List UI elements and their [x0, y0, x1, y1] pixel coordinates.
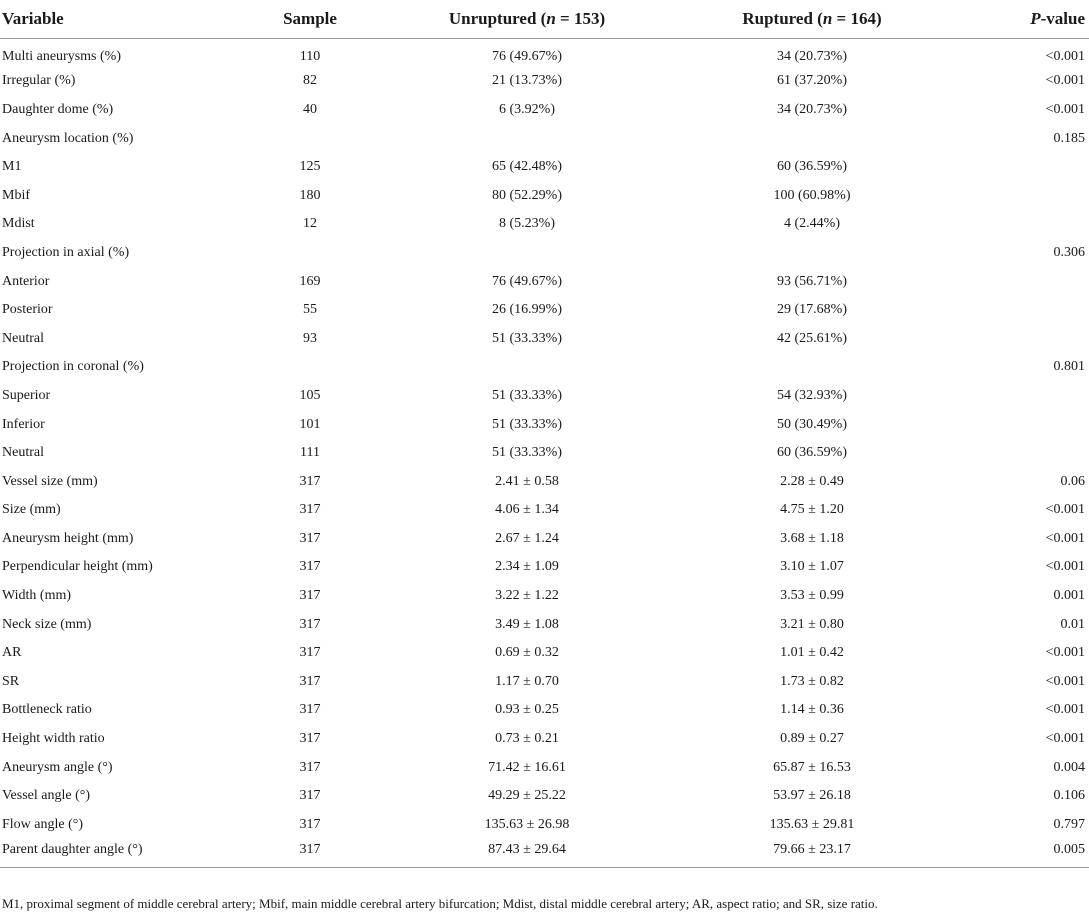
- cell-unruptured: 65 (42.48%): [492, 159, 562, 175]
- cell-sample: 317: [299, 759, 321, 775]
- header-variable: Variable: [0, 0, 240, 39]
- header-unruptured-suffix: = 153): [555, 9, 606, 28]
- cell-sample: 317: [299, 530, 321, 546]
- table-row: [0, 782, 1089, 811]
- cell-variable: Height width ratio: [2, 731, 105, 747]
- cell-p-value: <0.001: [1045, 502, 1085, 518]
- cell-p-value: <0.001: [1045, 73, 1085, 89]
- cell-ruptured: 4.75 ± 1.20: [780, 502, 844, 518]
- table-row: [0, 753, 1089, 782]
- cell-ruptured: 34 (20.73%): [777, 49, 847, 65]
- cell-variable: SR: [2, 673, 20, 689]
- cell-sample: 55: [303, 302, 317, 318]
- cell-variable: Projection in axial (%): [2, 244, 130, 260]
- cell-p-value: <0.001: [1045, 49, 1085, 65]
- cell-sample: 317: [299, 816, 321, 832]
- cell-unruptured: 2.41 ± 0.58: [495, 473, 559, 489]
- cell-ruptured: 3.10 ± 1.07: [780, 559, 844, 575]
- header-unruptured: [380, 0, 674, 39]
- cell-variable: Aneurysm angle (°): [2, 759, 113, 775]
- cell-sample: 317: [299, 588, 321, 604]
- cell-ruptured: 3.21 ± 0.80: [780, 616, 844, 632]
- cell-ruptured: 61 (37.20%): [777, 73, 847, 89]
- cell-sample: 317: [299, 502, 321, 518]
- cell-ruptured: 0.89 ± 0.27: [780, 731, 844, 747]
- table-row: [0, 382, 1089, 411]
- cell-ruptured: 79.66 ± 23.17: [674, 839, 950, 868]
- cell-p-value: <0.001: [1045, 673, 1085, 689]
- cell-p-value: 0.005: [950, 839, 1089, 868]
- cell-unruptured: 80 (52.29%): [492, 187, 562, 203]
- cell-unruptured: 0.69 ± 0.32: [495, 645, 559, 661]
- cell-sample: 317: [299, 559, 321, 575]
- cell-ruptured: 53.97 ± 26.18: [773, 788, 851, 804]
- cell-p-value: [950, 324, 1089, 353]
- cell-ruptured: 34 (20.73%): [777, 101, 847, 117]
- cell-variable: Neutral: [2, 445, 44, 461]
- cell-variable: Daughter dome (%): [2, 101, 114, 117]
- cell-sample: 110: [299, 49, 321, 65]
- table-body: [0, 39, 1089, 868]
- cell-unruptured: 2.67 ± 1.24: [495, 530, 559, 546]
- cell-sample: [240, 353, 380, 382]
- cell-variable: Aneurysm height (mm): [2, 530, 134, 546]
- cell-variable: AR: [2, 645, 22, 661]
- cell-p-value: [950, 181, 1089, 210]
- cell-unruptured: [380, 353, 674, 382]
- cell-p-value: 0.01: [1060, 616, 1085, 632]
- cell-ruptured: 60 (36.59%): [777, 159, 847, 175]
- cell-ruptured: 50 (30.49%): [777, 416, 847, 432]
- cell-variable: Neck size (mm): [2, 616, 92, 632]
- cell-unruptured: 51 (33.33%): [492, 330, 562, 346]
- cell-p-value: [950, 267, 1089, 296]
- cell-unruptured: 51 (33.33%): [492, 416, 562, 432]
- cell-sample: 12: [303, 216, 317, 232]
- cell-sample: [240, 124, 380, 153]
- table-row: [0, 811, 1089, 840]
- cell-variable: Perpendicular height (mm): [2, 559, 153, 575]
- cell-p-value: 0.185: [1053, 130, 1085, 146]
- header-p-italic: P: [1030, 9, 1041, 28]
- header-p-rest: -value: [1040, 9, 1085, 28]
- table-row: [0, 639, 1089, 668]
- cell-variable: Posterior: [2, 302, 53, 318]
- cell-p-value: [950, 210, 1089, 239]
- table-row: [0, 582, 1089, 611]
- cell-p-value: 0.106: [1053, 788, 1085, 804]
- table-row: [0, 553, 1089, 582]
- cell-variable: Bottleneck ratio: [2, 702, 92, 718]
- cell-p-value: <0.001: [1045, 559, 1085, 575]
- table-row: [0, 410, 1089, 439]
- cell-sample: 82: [303, 73, 317, 89]
- table-row: [0, 439, 1089, 468]
- cell-unruptured: 76 (49.67%): [492, 49, 562, 65]
- cell-unruptured: 0.93 ± 0.25: [495, 702, 559, 718]
- cell-p-value: 0.306: [1053, 244, 1085, 260]
- cell-p-value: 0.004: [1053, 759, 1085, 775]
- table-row: [0, 610, 1089, 639]
- table-row: [0, 668, 1089, 697]
- table-row: [0, 67, 1089, 96]
- cell-p-value: <0.001: [1045, 731, 1085, 747]
- header-ruptured-prefix: Ruptured (: [742, 9, 823, 28]
- cell-p-value: 0.801: [1053, 359, 1085, 375]
- cell-ruptured: [674, 124, 950, 153]
- cell-p-value: 0.797: [1053, 816, 1085, 832]
- cell-ruptured: 54 (32.93%): [777, 387, 847, 403]
- table-row: [0, 239, 1089, 268]
- cell-sample: 101: [299, 416, 321, 432]
- cell-sample: 317: [299, 702, 321, 718]
- cell-p-value: [950, 382, 1089, 411]
- table-row: [0, 525, 1089, 554]
- cell-sample: 169: [299, 273, 321, 289]
- table-row: [0, 467, 1089, 496]
- cell-variable: Superior: [2, 387, 51, 403]
- cell-variable: Vessel size (mm): [2, 473, 98, 489]
- table-row: [0, 725, 1089, 754]
- cell-variable: Parent daughter angle (°): [0, 839, 240, 868]
- cell-variable: M1: [2, 159, 22, 175]
- cell-unruptured: 87.43 ± 29.64: [380, 839, 674, 868]
- cell-unruptured: 1.17 ± 0.70: [495, 673, 559, 689]
- cell-ruptured: 1.14 ± 0.36: [780, 702, 844, 718]
- cell-variable: Mbif: [2, 187, 30, 203]
- header-row: [0, 0, 1089, 39]
- cell-variable: Width (mm): [2, 588, 72, 604]
- table-row: [0, 696, 1089, 725]
- cell-p-value: [950, 153, 1089, 182]
- cell-ruptured: 29 (17.68%): [777, 302, 847, 318]
- cell-ruptured: 100 (60.98%): [773, 187, 851, 203]
- table-row: [0, 39, 1089, 68]
- cell-p-value: [950, 439, 1089, 468]
- cell-unruptured: 26 (16.99%): [492, 302, 562, 318]
- table-row: [0, 353, 1089, 382]
- cell-unruptured: 4.06 ± 1.34: [495, 502, 559, 518]
- cell-p-value: <0.001: [1045, 101, 1085, 117]
- cell-variable: Projection in coronal (%): [2, 359, 144, 375]
- cell-p-value: 0.001: [1053, 588, 1085, 604]
- cell-sample: 317: [299, 788, 321, 804]
- cell-sample: 111: [300, 445, 320, 461]
- table-row: [0, 496, 1089, 525]
- cell-sample: [240, 239, 380, 268]
- cell-ruptured: [674, 353, 950, 382]
- cell-unruptured: 76 (49.67%): [492, 273, 562, 289]
- cell-variable: Neutral: [2, 330, 44, 346]
- cell-p-value: 0.06: [1060, 473, 1085, 489]
- cell-variable: Irregular (%): [2, 73, 76, 89]
- table-footnote: M1, proximal segment of middle cerebral artery; Mbif, main middle cerebral artery bifurcation; Mdist, distal middle cerebral artery; AR, aspect ratio; and SR, size ratio.: [2, 896, 878, 911]
- header-unruptured-prefix: Unruptured (: [448, 9, 547, 28]
- cell-ruptured: 60 (36.59%): [777, 445, 847, 461]
- cell-unruptured: 2.34 ± 1.09: [495, 559, 559, 575]
- cell-variable: Anterior: [2, 273, 50, 289]
- cell-unruptured: 49.29 ± 25.22: [488, 788, 566, 804]
- cell-variable: Flow angle (°): [2, 816, 84, 832]
- cell-unruptured: 51 (33.33%): [492, 387, 562, 403]
- cell-sample: 180: [299, 187, 321, 203]
- header-sample: Sample: [240, 0, 380, 39]
- cell-variable: Multi aneurysms (%): [2, 49, 121, 65]
- table-row: [0, 181, 1089, 210]
- cell-sample: 105: [299, 387, 321, 403]
- cell-unruptured: [380, 124, 674, 153]
- cell-unruptured: 21 (13.73%): [492, 73, 562, 89]
- cell-variable: Inferior: [2, 416, 45, 432]
- cell-ruptured: 42 (25.61%): [777, 330, 847, 346]
- cell-unruptured: [380, 239, 674, 268]
- cell-ruptured: 3.53 ± 0.99: [780, 588, 844, 604]
- table-row: [0, 324, 1089, 353]
- cell-sample: 317: [299, 645, 321, 661]
- cell-unruptured: 6 (3.92%): [499, 101, 555, 117]
- cell-ruptured: 135.63 ± 29.81: [769, 816, 855, 832]
- cell-sample: 317: [299, 673, 321, 689]
- cell-ruptured: 1.73 ± 0.82: [780, 673, 844, 689]
- cell-variable: Aneurysm location (%): [2, 130, 134, 146]
- cell-p-value: <0.001: [1045, 702, 1085, 718]
- cell-ruptured: [674, 239, 950, 268]
- cell-unruptured: 8 (5.23%): [499, 216, 555, 232]
- cell-p-value: <0.001: [1045, 645, 1085, 661]
- header-ruptured: [674, 0, 950, 39]
- cell-variable: Vessel angle (°): [2, 788, 91, 804]
- cell-variable: Size (mm): [2, 502, 61, 518]
- cell-p-value: [950, 410, 1089, 439]
- cell-variable: Mdist: [2, 216, 35, 232]
- cell-ruptured: 2.28 ± 0.49: [780, 473, 844, 489]
- header-unruptured-n: n: [546, 9, 556, 28]
- cell-ruptured: 1.01 ± 0.42: [780, 645, 844, 661]
- table-header: [0, 0, 1089, 39]
- cell-unruptured: 71.42 ± 16.61: [488, 759, 566, 775]
- cell-sample: 40: [303, 101, 317, 117]
- cell-ruptured: 93 (56.71%): [777, 273, 847, 289]
- table-row: [0, 96, 1089, 125]
- table-row: [0, 153, 1089, 182]
- cell-sample: 93: [303, 330, 317, 346]
- table-row: [0, 267, 1089, 296]
- cell-unruptured: 0.73 ± 0.21: [495, 731, 559, 747]
- header-p-value: [950, 0, 1089, 39]
- cell-sample: 125: [299, 159, 321, 175]
- table-row: [0, 210, 1089, 239]
- cell-unruptured: 3.22 ± 1.22: [495, 588, 559, 604]
- cell-p-value: <0.001: [1045, 530, 1085, 546]
- cell-sample: 317: [240, 839, 380, 868]
- cell-p-value: [950, 296, 1089, 325]
- cell-sample: 317: [299, 473, 321, 489]
- cell-sample: 317: [299, 616, 321, 632]
- cell-unruptured: 51 (33.33%): [492, 445, 562, 461]
- cell-ruptured: 3.68 ± 1.18: [780, 530, 844, 546]
- table-row: [0, 124, 1089, 153]
- header-ruptured-suffix: = 164): [832, 9, 882, 28]
- table-row: [0, 296, 1089, 325]
- cell-ruptured: 65.87 ± 16.53: [773, 759, 851, 775]
- cell-sample: 317: [299, 731, 321, 747]
- cell-unruptured: 135.63 ± 26.98: [484, 816, 570, 832]
- header-ruptured-n: n: [822, 9, 833, 28]
- table-row: [0, 839, 1089, 868]
- cell-unruptured: 3.49 ± 1.08: [495, 616, 559, 632]
- cell-ruptured: 4 (2.44%): [784, 216, 840, 232]
